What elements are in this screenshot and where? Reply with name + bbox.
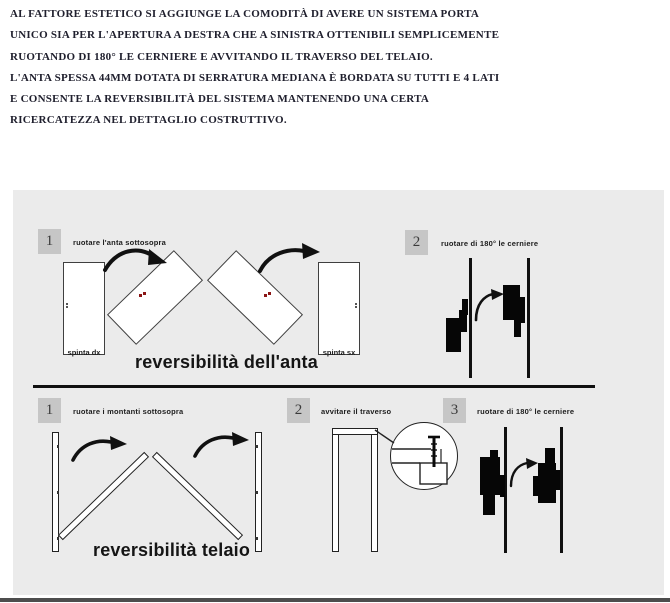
montante-right [255, 432, 262, 552]
lock-dots [355, 303, 357, 305]
telaio-step1-badge: 1 [38, 398, 61, 423]
section-divider [33, 385, 595, 388]
rotate-arrow-icon [471, 288, 509, 329]
telaio-step3-label: ruotare di 180° le cerniere [477, 407, 575, 416]
anta-step2-badge: 2 [405, 230, 428, 255]
door-upright-left [63, 262, 105, 355]
intro-paragraph [10, 4, 650, 132]
rotate-arrow-icon [507, 458, 543, 495]
door-frame [332, 428, 378, 552]
intro-line: E CONSENTE LA REVERSIBILITÀ DEL SISTEMA MANTENENDO UNA CERTA [10, 93, 430, 106]
magnifier-leader-line [374, 429, 396, 450]
lock-mark-red [139, 294, 142, 297]
intro-line: L'ANTA SPESSA 44MM DOTATA DI SERRATURA MEDIANA È BORDATA SU TUTTI E 4 LATI [10, 71, 500, 84]
intro-line: AL FATTORE ESTETICO SI AGGIUNGE LA COMODITÀ DI AVERE UN SISTEMA PORTA [10, 8, 480, 20]
telaio-step1-label: ruotare i montanti sottosopra [73, 407, 184, 416]
anta-step1-label: ruotare l'anta sottosopra [73, 238, 167, 247]
intro-line: RICERCATEZZA NEL DETTAGLIO COSTRUTTIVO. [10, 114, 287, 127]
diagram-panel [13, 190, 664, 595]
jamb-line [560, 427, 563, 553]
rotate-arrow-icon [69, 436, 133, 469]
caption-spinta-sx: spinta sx [322, 348, 356, 357]
anta-step2-label: ruotare di 180° le cerniere [441, 239, 539, 248]
telaio-step3-badge: 3 [443, 398, 466, 423]
telaio-step2-label: avvitare il traverso [321, 407, 392, 416]
rotate-arrow-icon [256, 243, 326, 280]
rotate-arrow-icon [101, 244, 171, 281]
rotate-arrow-icon [191, 432, 255, 465]
anta-step1-badge: 1 [38, 229, 61, 254]
lock-dots [66, 303, 68, 305]
caption-spinta-dx: spinta dx [67, 348, 101, 357]
lock-mark-red [264, 294, 267, 297]
anta-title: reversibilità dell'anta [135, 352, 318, 372]
intro-line: UNICO SIA PER L'APERTURA A DESTRA CHE A SINISTRA OTTENIBILI SEMPLICEMENTE [10, 29, 500, 42]
telaio-title: reversibilità telaio [93, 540, 251, 560]
magnifier-detail [390, 422, 458, 490]
intro-line: RUOTANDO DI 180° LE CERNIERE E AVVITANDO IL TRAVERSO DEL TELAIO. [10, 50, 433, 63]
telaio-step2-badge: 2 [287, 398, 310, 423]
montante-tilted-right [152, 452, 243, 540]
jamb-line [527, 258, 530, 378]
page-footer-rule [0, 598, 670, 602]
